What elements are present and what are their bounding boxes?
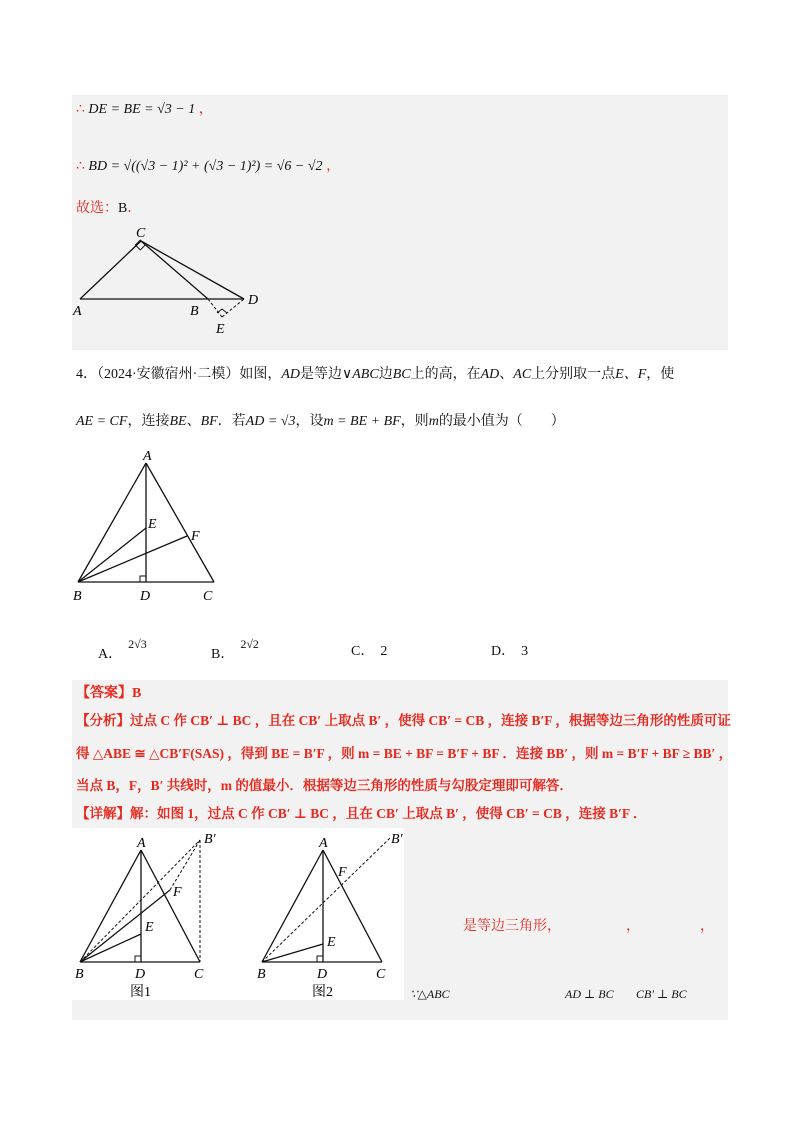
label-C: C (136, 226, 146, 241)
option-a[interactable]: A．2√3 (98, 637, 147, 662)
answer-tag: 【答案】 (76, 686, 132, 701)
label-B: B (257, 967, 266, 982)
prev-line-1-expr: DE = BE = √3 − 1 (88, 102, 196, 117)
perp-cbp-bc: CB′ ⊥ BC (636, 987, 687, 1001)
label-B-prime: B′ (391, 832, 403, 847)
side-comma-2: ， (700, 919, 714, 934)
option-c[interactable]: C． 2 (351, 644, 388, 659)
label-C: C (376, 967, 386, 982)
answer-line (76, 685, 141, 703)
question-4-line-1: 4．（2024·安徽宿州·二模）如图，AD是等边∨ABC边BC上的高，在AD、AC上分别取一点E、F，使 (76, 367, 675, 382)
analysis-line-2: 得 △ABE ≅ △CB′F(SAS) ，得到 BE = B′F ，则 m = BE + BF = B′F + BF ．连接 BB′ ，则 m = B′F + BF ≥ BB′ ， (76, 746, 733, 761)
side-text-equilateral: 是等边三角形， (463, 919, 561, 934)
label-B: B (75, 967, 84, 982)
label-C: C (203, 589, 213, 604)
figure-2-caption: 图2 (312, 985, 333, 998)
label-F: F (191, 529, 200, 544)
label-A: A (137, 836, 146, 851)
question-4-figure (70, 448, 230, 608)
figure-1-caption: 图1 (130, 985, 151, 998)
analysis-tag: 【分析】 (76, 713, 130, 728)
analysis-line-3: 当点 B，F，B′ 共线时，m 的值最小．根据等边三角形的性质与勾股定理即可解答． (76, 778, 573, 793)
question-source: （2024·安徽宿州·二模） (97, 367, 240, 382)
label-A: A (143, 449, 152, 464)
label-D: D (135, 967, 146, 982)
perp-ad-bc: AD ⊥ BC (565, 987, 614, 1001)
therefore-symbol: ∴ (76, 159, 85, 174)
label-D: D (317, 967, 328, 982)
option-d[interactable]: D． 3 (491, 644, 529, 659)
label-E: E (145, 920, 154, 935)
label-F: F (173, 885, 182, 900)
answer-options (98, 637, 698, 667)
label-A: A (319, 836, 328, 851)
option-b[interactable]: B．2√2 (211, 637, 259, 662)
prev-line-2-expr: BD = √((√3 − 1)² + (√3 − 1)²) = √6 − √2 (88, 159, 323, 174)
prev-line-1: ∴ DE = BE = √3 − 1 ， (76, 102, 213, 117)
label-E: E (216, 322, 225, 335)
figure-1 (72, 828, 232, 998)
detail-tag: 【详解】 (76, 806, 130, 821)
answer-value: B (132, 686, 142, 701)
label-D: D (140, 589, 151, 604)
question-4-line-2: AE = CF，连接BE、BF．若AD = √3，设m = BE + BF，则m的最小值为（ ） (76, 414, 565, 429)
label-A: A (73, 304, 82, 319)
prev-line-3: 故选：B． (76, 201, 142, 216)
label-B: B (190, 304, 199, 319)
side-comma-1: ， (626, 919, 640, 934)
label-E: E (327, 935, 336, 950)
therefore-symbol: ∴ (76, 102, 85, 117)
label-D: D (248, 293, 259, 308)
because-text: ∵△ABC (410, 987, 450, 1001)
question-number: 4． (76, 367, 97, 382)
prev-line-2: ∴ BD = √((√3 − 1)² + (√3 − 1)²) = √6 − √2 ， (76, 159, 341, 174)
prev-figure (70, 225, 270, 335)
label-F: F (338, 865, 347, 880)
label-C: C (194, 967, 204, 982)
figure-2 (254, 828, 414, 998)
detail-line-1: 【详解】解：如图 1，过点 C 作 CB′ ⊥ BC ，且在 CB′ 上取点 B′ ，使得 CB′ = CB ，连接 B′F ． (76, 806, 647, 821)
analysis-line-1: 【分析】过点 C 作 CB′ ⊥ BC ，且在 CB′ 上取点 B′ ，使得 CB′ = CB ，连接 B′F ，根据等边三角形的性质可证 (76, 713, 731, 728)
label-B-prime: B′ (204, 832, 216, 847)
label-B: B (73, 589, 82, 604)
label-E: E (148, 517, 157, 532)
